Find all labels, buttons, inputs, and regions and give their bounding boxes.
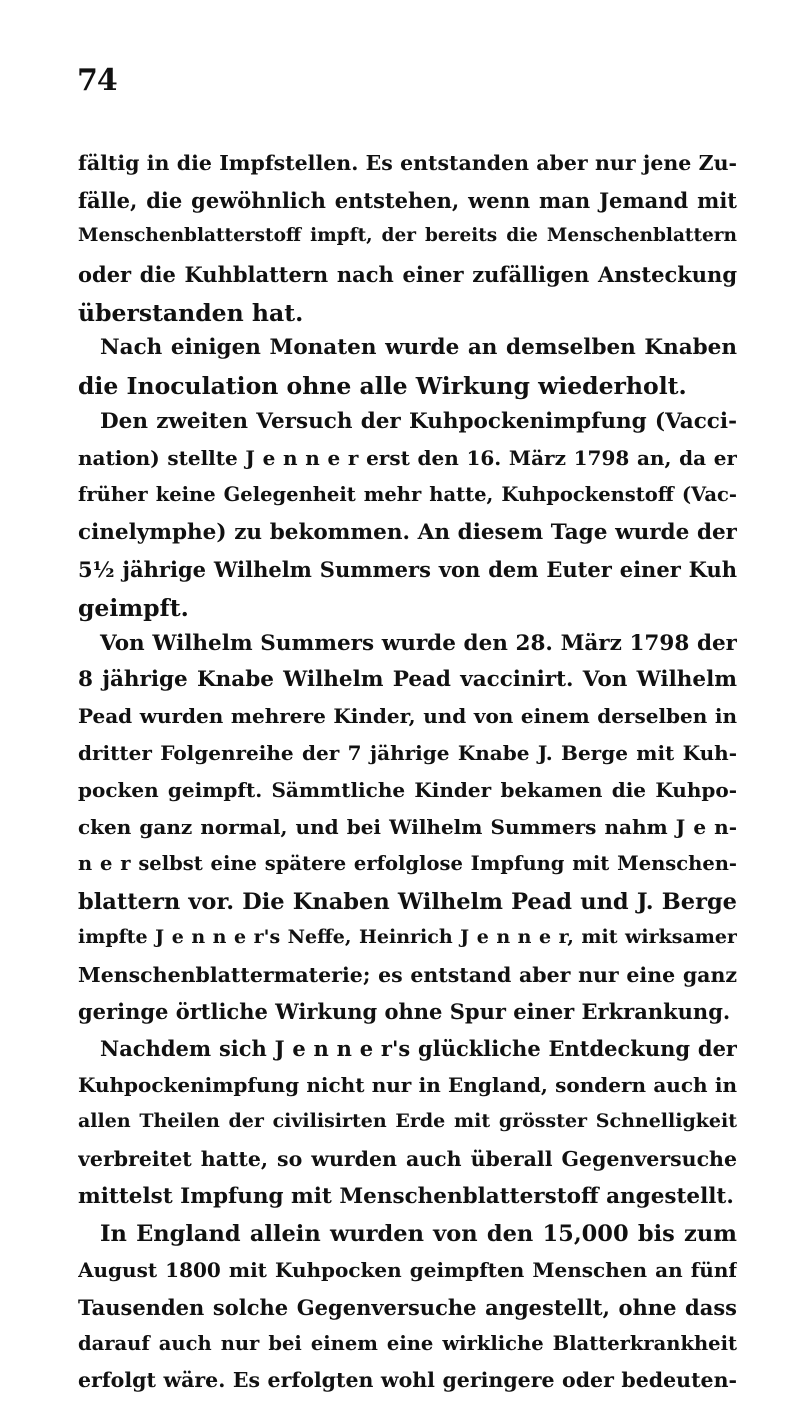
text-line: n e r selbst eine spätere erfolglose Impfung mit Menschen- (78, 851, 737, 875)
text-line: allen Theilen der civilisirten Erde mit grösster Schnelligkeit (78, 1110, 737, 1133)
text-line: Tausenden solche Gegenversuche angestellt, ohne dass (78, 1294, 737, 1320)
body-text (78, 151, 737, 1405)
text-line: Den zweiten Versuch der Kuhpockenimpfung (Vacci- (100, 409, 737, 435)
text-line: Menschenblatterstoff impft, der bereits die Menschenblattern (78, 224, 737, 246)
text-line: geringe örtliche Wirkung ohne Spur einer Erkrankung. (78, 999, 731, 1025)
text-line: impfte J e n n e r's Neffe, Heinrich J e n n e r, mit wirksamer (78, 925, 737, 948)
text-line: August 1800 mit Kuhpocken geimpften Menschen an fünf (78, 1257, 737, 1282)
text-line: geimpft. (78, 593, 189, 622)
page-number: 74 (77, 63, 117, 98)
text-line: oder die Kuhblattern nach einer zufälligen Ansteckung (78, 261, 737, 287)
text-line: Nachdem sich J e n n e r's glückliche Entdeckung der (100, 1036, 737, 1062)
text-line: verbreitet hatte, so wurden auch überall Gegenversuche (78, 1147, 737, 1172)
text-line: früher keine Gelegenheit mehr hatte, Kuhpockenstoff (Vac- (78, 483, 737, 507)
text-line: In England allein wurden von den 15,000 bis zum (100, 1220, 737, 1247)
text-line: Menschenblattermaterie; es entstand aber nur eine ganz (78, 962, 737, 987)
text-line: 8 jährige Knabe Wilhelm Pead vaccinirt. Von Wilhelm (78, 667, 737, 693)
text-line: darauf auch nur bei einem eine wirkliche Blatterkrankheit (78, 1331, 737, 1355)
text-line: dritter Folgenreihe der 7 jährige Knabe J. Berge mit Kuh- (78, 741, 737, 766)
text-line: Kuhpockenimpfung nicht nur in England, sondern auch in (78, 1073, 737, 1098)
text-line: mittelst Impfung mit Menschenblatterstoff angestellt. (78, 1183, 734, 1209)
text-line: Pead wurden mehrere Kinder, und von einem derselben in (78, 704, 737, 729)
text-line: nation) stellte J e n n e r erst den 16. März 1798 an, da er (78, 446, 737, 471)
text-line: Von Wilhelm Summers wurde den 28. März 1798 der (100, 630, 737, 656)
text-line: fälle, die gewöhnlich entstehen, wenn man Jemand mit (78, 187, 737, 213)
text-line: pocken geimpft. Sämmtliche Kinder bekamen die Kuhpo- (78, 778, 737, 803)
text-line: Nach einigen Monaten wurde an demselben Knaben (100, 335, 737, 361)
text-line: cinelymphe) zu bekommen. An diesem Tage wurde der (78, 519, 737, 545)
text-line: 5½ jährige Wilhelm Summers von dem Euter einer Kuh (78, 556, 737, 582)
text-line: blattern vor. Die Knaben Wilhelm Pead und J. Berge (78, 888, 737, 915)
text-line: fältig in die Impfstellen. Es entstanden aber nur jene Zu- (78, 151, 737, 175)
text-line: cken ganz normal, und bei Wilhelm Summers nahm J e n- (78, 815, 737, 840)
text-line: erfolgt wäre. Es erfolgten wohl geringere oder bedeuten- (78, 1368, 737, 1393)
text-line: überstanden hat. (78, 298, 304, 327)
text-line: die Inoculation ohne alle Wirkung wiederholt. (78, 372, 687, 401)
